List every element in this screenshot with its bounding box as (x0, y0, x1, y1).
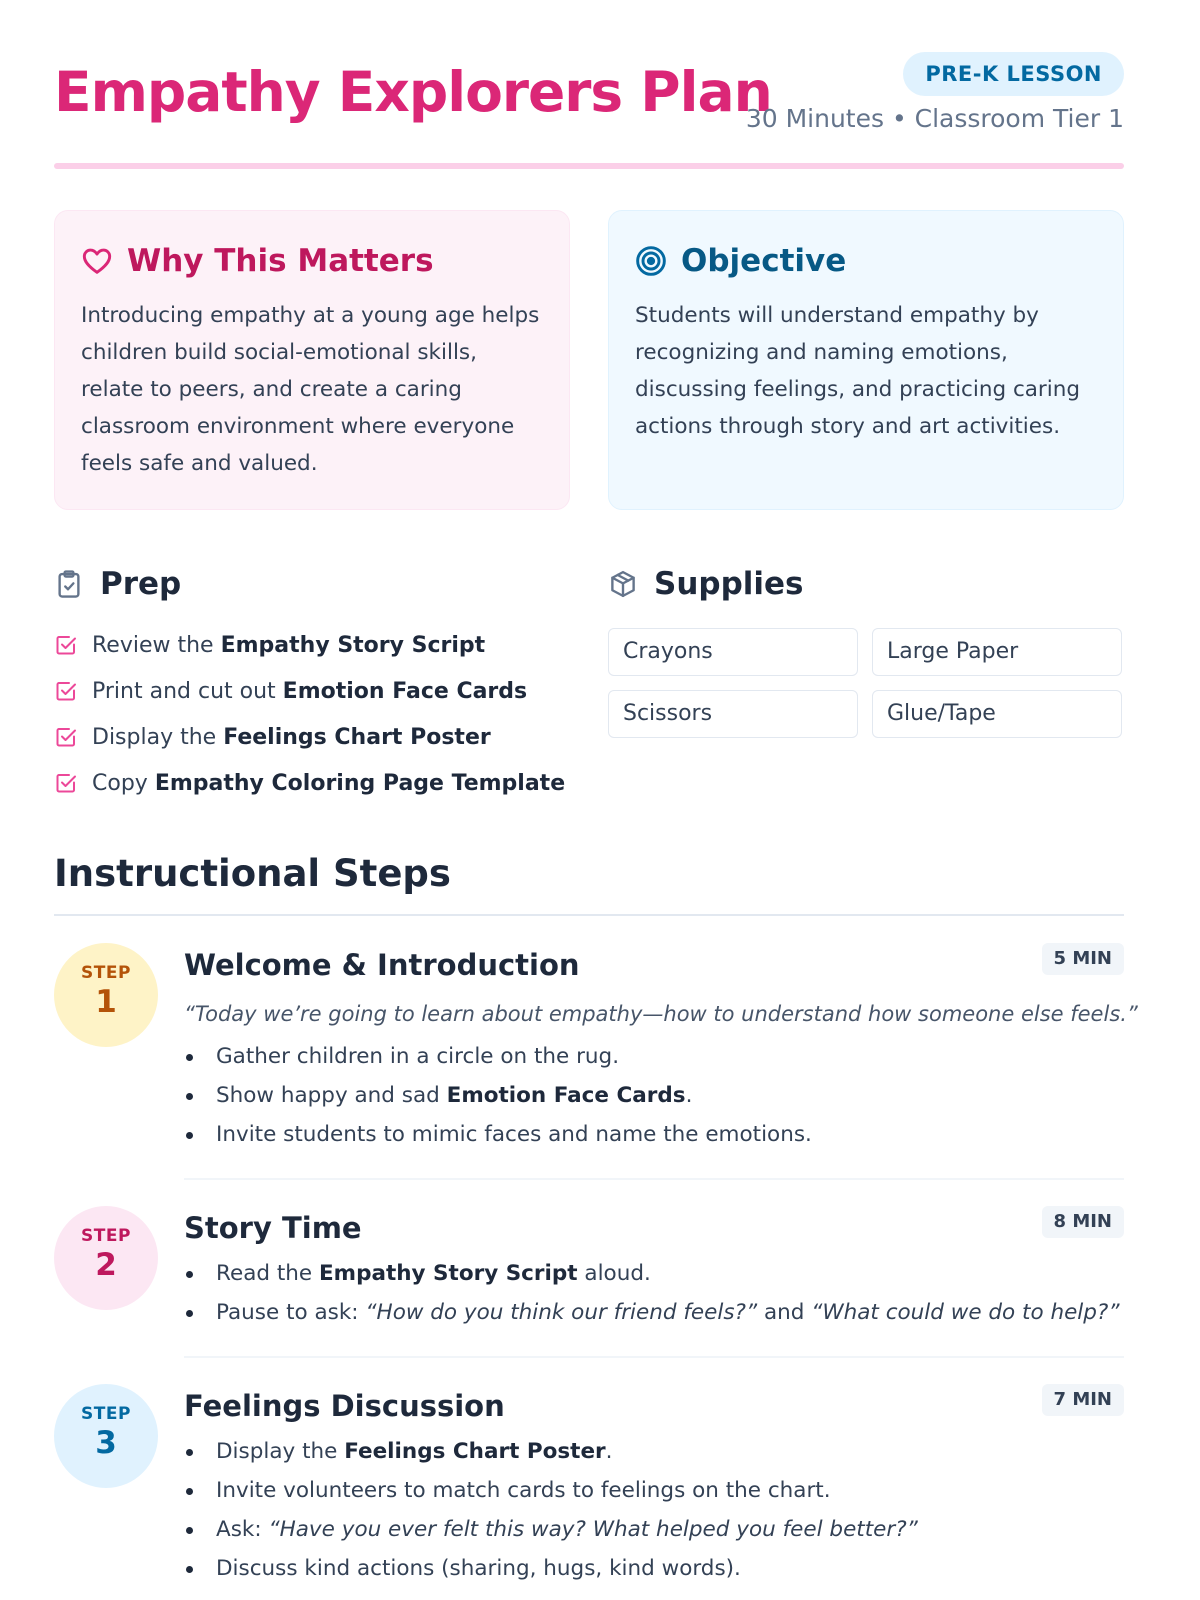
step-divider (184, 1356, 1124, 1358)
steps-divider (54, 914, 1124, 916)
supply-item: Large Paper (872, 628, 1122, 676)
step-label: STEP (81, 1226, 131, 1246)
prep-heading (54, 562, 181, 606)
prep-list (54, 622, 574, 806)
step-number-badge (54, 1384, 158, 1488)
supplies-heading (608, 562, 804, 606)
level-badge: PRE-K LESSON (903, 52, 1124, 96)
prep-item: Copy Empathy Coloring Page Template (54, 760, 574, 806)
supply-item: Scissors (608, 690, 858, 738)
step-bullet: Display the Feelings Chart Poster. (184, 1432, 1124, 1471)
prep-item: Print and cut out Emotion Face Cards (54, 668, 574, 714)
target-icon (635, 245, 667, 277)
step-number: 3 (95, 1425, 117, 1461)
step-bullet: Pause to ask: “How do you think our friend feels?” and “What could we do to help?” (184, 1293, 1124, 1332)
step-bullet: Invite students to mimic faces and name the emotions. (184, 1115, 1124, 1154)
step-content (184, 1384, 1124, 1588)
step-bullets (184, 1254, 1124, 1332)
step-bullets (184, 1432, 1124, 1588)
checkbox-check-icon (54, 725, 78, 749)
supplies-title: Supplies (654, 566, 804, 602)
step-number: 1 (95, 984, 117, 1020)
objective-body: Students will understand empathy by recognizing and naming emotions, discussing feelings, and practicing caring actions through story and art activities. (635, 303, 1081, 439)
step-number: 2 (95, 1247, 117, 1283)
prep-title: Prep (100, 566, 182, 602)
step-quote: “Today we’re going to learn about empathy—how to understand how someone else feels.” (184, 1002, 1138, 1026)
objective-card (608, 210, 1124, 510)
heart-icon (81, 245, 113, 277)
step-title: Story Time (184, 1211, 362, 1245)
step-bullet: Ask: “Have you ever felt this way? What helped you feel better?” (184, 1510, 1124, 1549)
step-content (184, 1206, 1124, 1332)
step-number-badge (54, 943, 158, 1047)
step-bullet: Invite volunteers to match cards to feelings on the chart. (184, 1471, 1124, 1510)
duration-badge: 5 MIN (1042, 943, 1124, 975)
step-bullet: Gather children in a circle on the rug. (184, 1037, 1124, 1076)
duration-badge: 8 MIN (1042, 1206, 1124, 1238)
page-title: Empathy Explorers Plan (54, 60, 772, 124)
package-icon (608, 569, 638, 599)
step-bullet: Discuss kind actions (sharing, hugs, kind words). (184, 1549, 1124, 1588)
checkbox-check-icon (54, 679, 78, 703)
objective-title: Objective (681, 243, 847, 279)
lesson-meta: 30 Minutes • Classroom Tier 1 (745, 104, 1124, 133)
page-header (54, 0, 1124, 172)
step-label: STEP (81, 963, 131, 983)
step-bullets (184, 1037, 1124, 1154)
duration-badge: 7 MIN (1042, 1384, 1124, 1416)
clipboard-check-icon (54, 569, 84, 599)
prep-item: Display the Feelings Chart Poster (54, 714, 574, 760)
step-divider (184, 1178, 1124, 1180)
prep-item: Review the Empathy Story Script (54, 622, 574, 668)
checkbox-check-icon (54, 771, 78, 795)
steps-section-title: Instructional Steps (54, 852, 451, 895)
why-body: Introducing empathy at a young age helps children build social-emotional skills, relate to peers, and create a caring classroom environment where everyone feels safe and valued. (81, 303, 540, 476)
step-title: Welcome & Introduction (184, 948, 580, 982)
step-bullet: Show happy and sad Emotion Face Cards. (184, 1076, 1124, 1115)
step-content (184, 943, 1138, 1154)
supply-item: Glue/Tape (872, 690, 1122, 738)
why-this-matters-card (54, 210, 570, 510)
step-number-badge (54, 1206, 158, 1310)
checkbox-check-icon (54, 633, 78, 657)
supplies-grid (608, 628, 1124, 738)
header-divider (54, 163, 1124, 169)
why-title: Why This Matters (127, 243, 434, 279)
step-title: Feelings Discussion (184, 1389, 505, 1423)
supply-item: Crayons (608, 628, 858, 676)
step-bullet: Read the Empathy Story Script aloud. (184, 1254, 1124, 1293)
step-label: STEP (81, 1404, 131, 1424)
